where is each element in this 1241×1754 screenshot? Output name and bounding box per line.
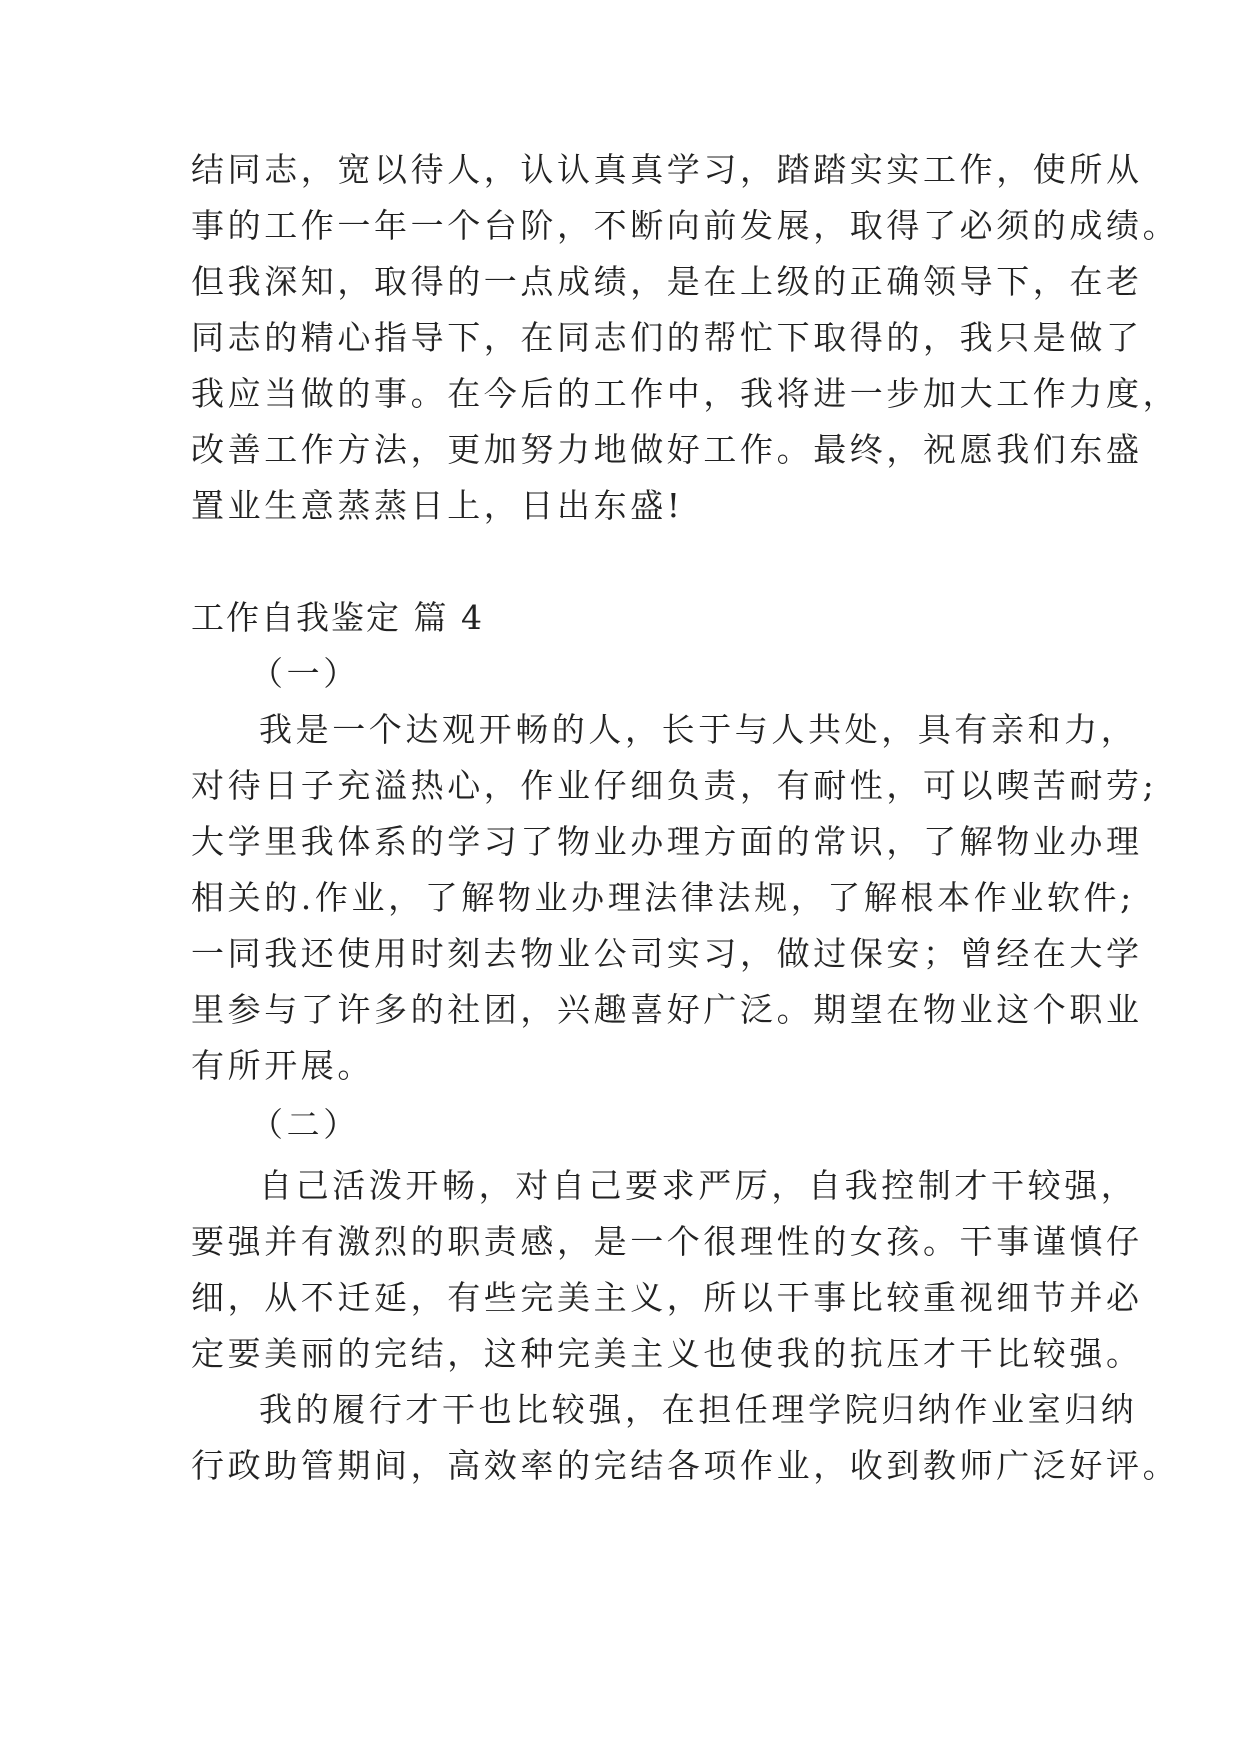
paragraph-line: 改善工作方法，更加努力地做好工作。最终，祝愿我们东盛 [191, 430, 1143, 469]
paragraph-line: 对待日子充溢热心，作业仔细负责，有耐性，可以喫苦耐劳; [191, 766, 1158, 805]
paragraph-line: 自己活泼开畅，对自己要求严厉，自我控制才干较强， [259, 1166, 1138, 1205]
paragraph-line: 有所开展。 [191, 1046, 374, 1085]
paragraph-line: 置业生意蒸蒸日上，日出东盛! [191, 486, 684, 525]
paragraph-line: 里参与了许多的社团，兴趣喜好广泛。期望在物业这个职业 [191, 990, 1143, 1029]
paragraph-line: 但我深知，取得的一点成绩，是在上级的正确领导下，在老 [191, 262, 1143, 301]
paragraph-line: 要强并有激烈的职责感，是一个很理性的女孩。干事谨慎仔 [191, 1222, 1143, 1261]
part-label: （二） [250, 1105, 360, 1144]
paragraph-line: 行政助管期间，高效率的完结各项作业，收到教师广泛好评。 [191, 1446, 1180, 1485]
paragraph-line: 一同我还使用时刻去物业公司实习，做过保安；曾经在大学 [191, 934, 1143, 973]
paragraph-line: 同志的精心指导下，在同志们的帮忙下取得的，我只是做了 [191, 318, 1143, 357]
section-title: 工作自我鉴定 篇 4 [191, 598, 484, 637]
paragraph-line: 细，从不迁延，有些完美主义，所以干事比较重视细节并必 [191, 1278, 1143, 1317]
paragraph-line: 我的履行才干也比较强，在担任理学院归纳作业室归纳 [259, 1390, 1138, 1429]
paragraph-line: 定要美丽的完结，这种完美主义也使我的抗压才干比较强。 [191, 1334, 1143, 1373]
paragraph-line: 事的工作一年一个台阶，不断向前发展，取得了必须的成绩。 [191, 206, 1180, 245]
paragraph-line: 我是一个达观开畅的人，长于与人共处，具有亲和力， [259, 710, 1138, 749]
paragraph-line: 大学里我体系的学习了物业办理方面的常识，了解物业办理 [191, 822, 1143, 861]
paragraph-line: 结同志，宽以待人，认认真真学习，踏踏实实工作，使所从 [191, 150, 1143, 189]
part-label: （一） [250, 654, 360, 693]
paragraph-line: 我应当做的事。在今后的工作中，我将进一步加大工作力度， [191, 374, 1180, 413]
paragraph-line: 相关的.作业，了解物业办理法律法规，了解根本作业软件; [191, 878, 1135, 917]
